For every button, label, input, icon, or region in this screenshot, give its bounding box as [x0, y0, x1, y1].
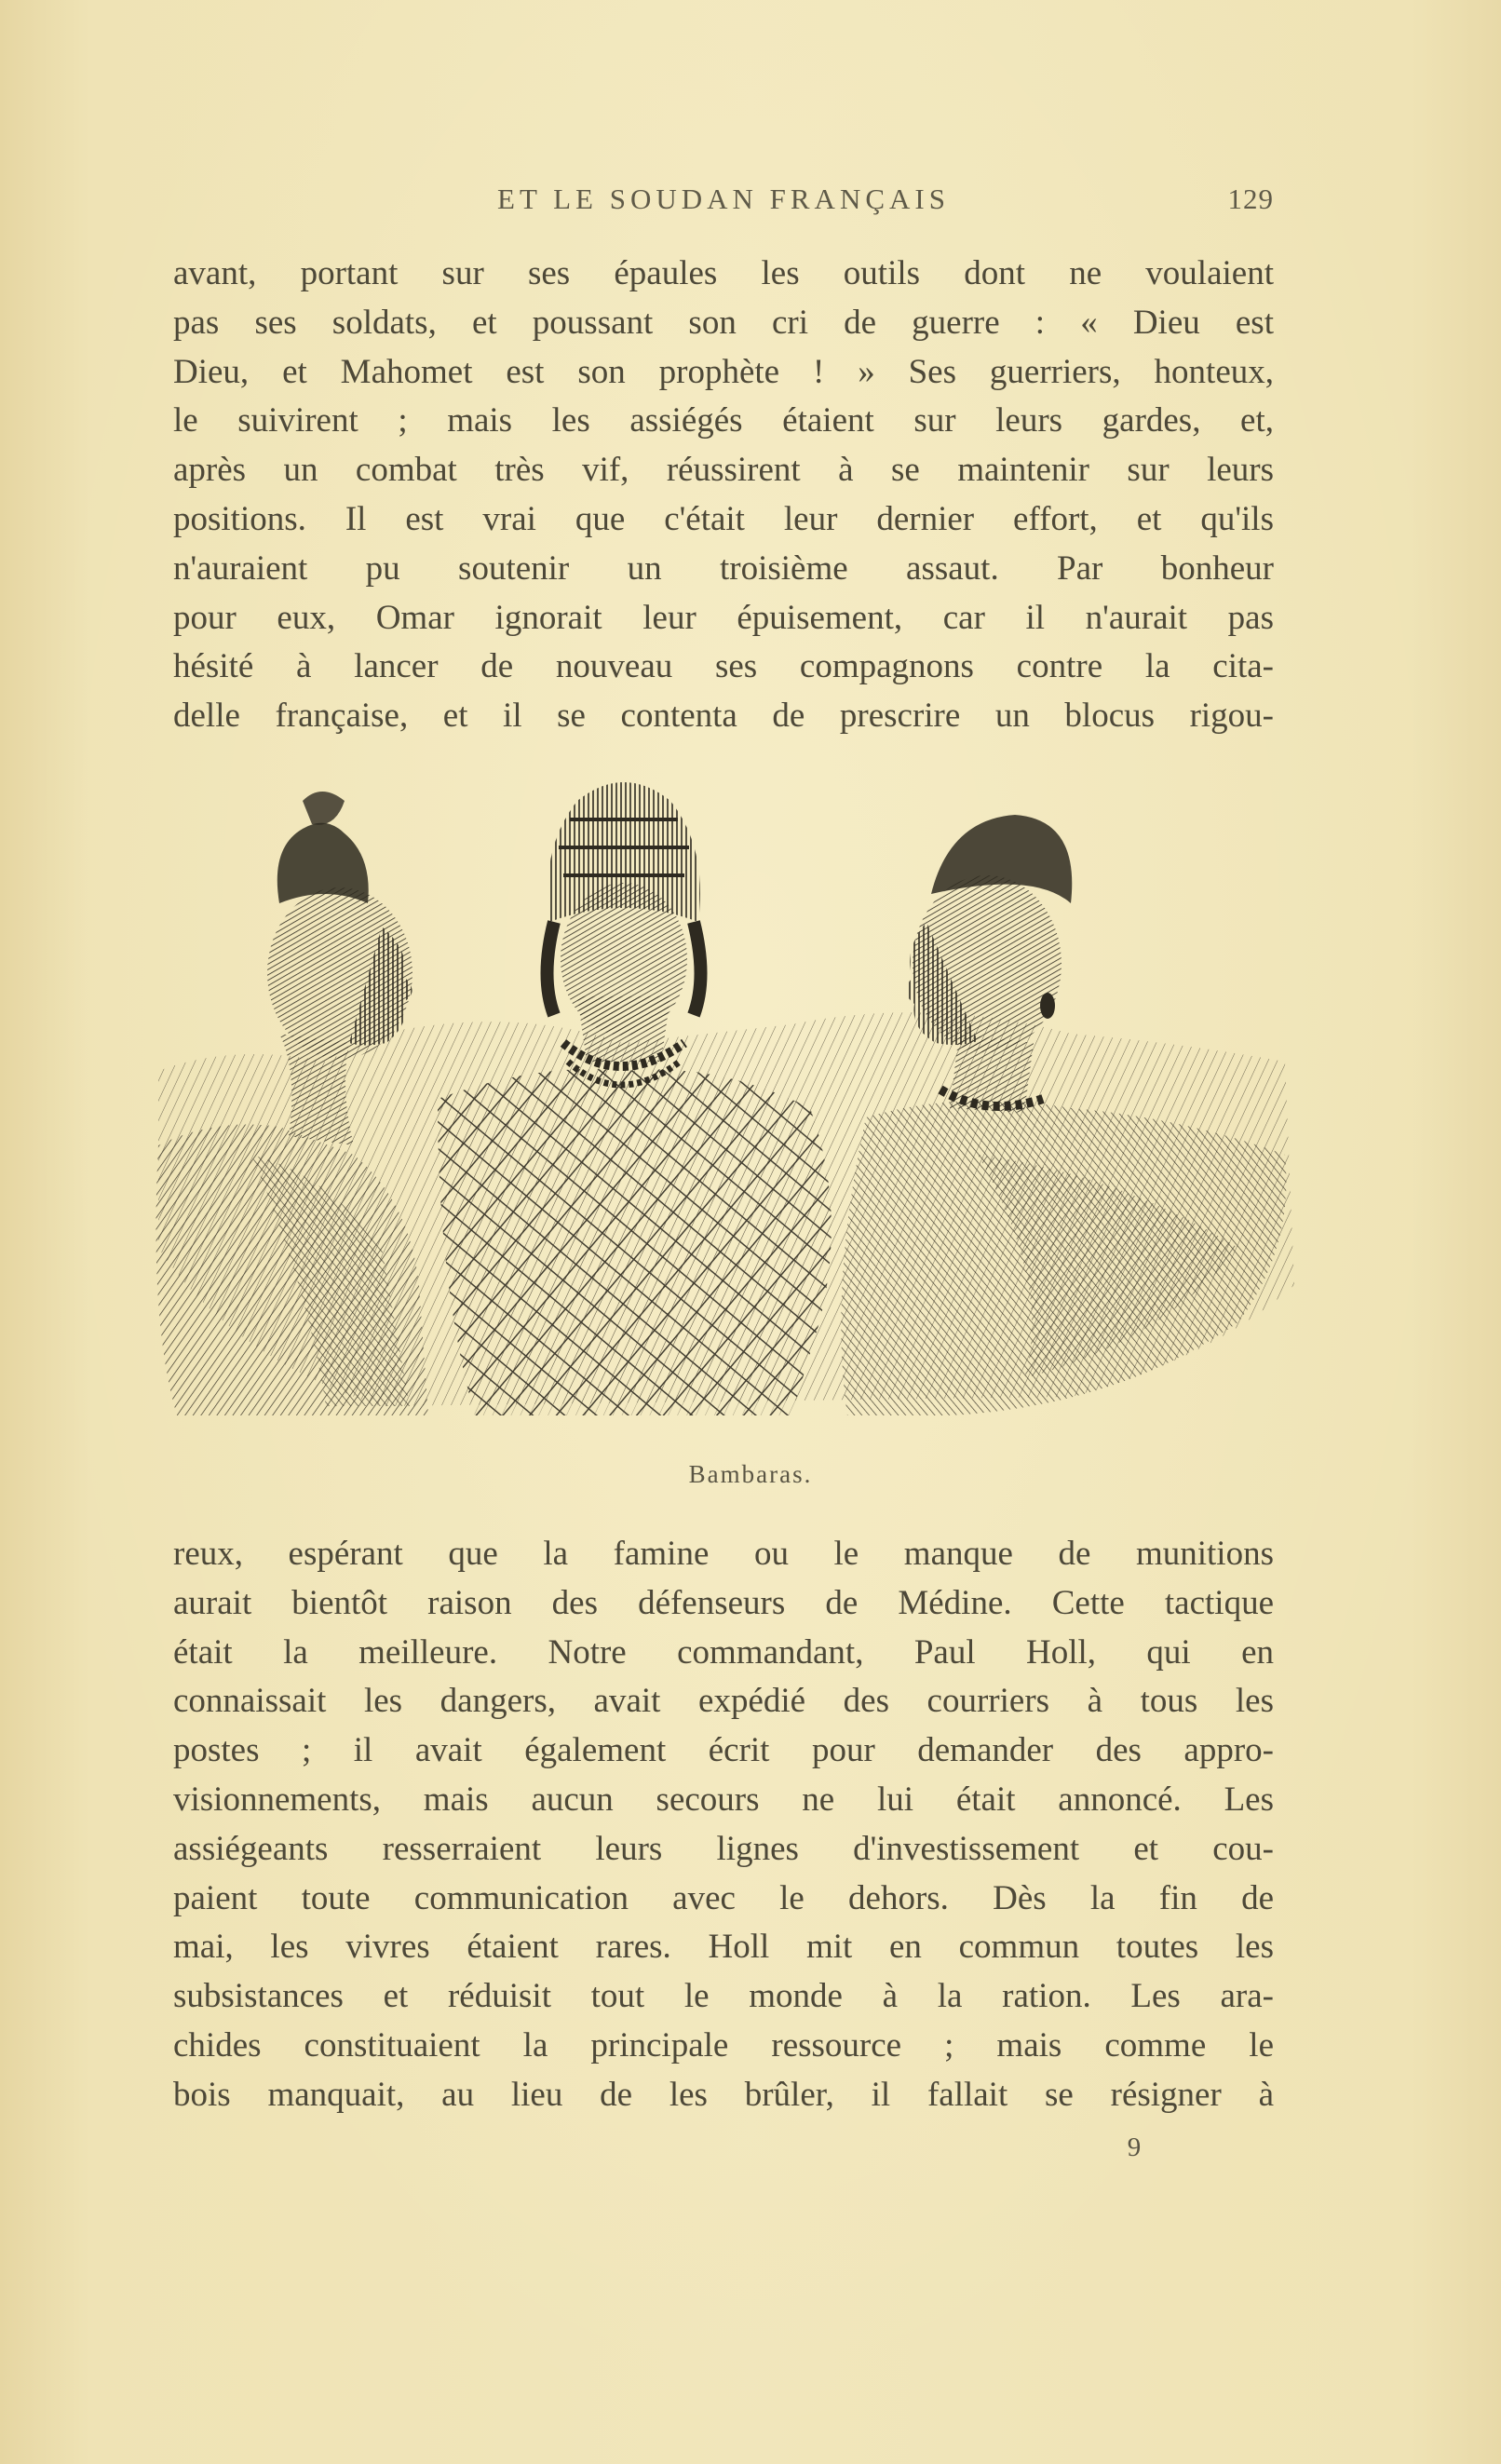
running-title: ET LE SOUDAN FRANÇAIS	[497, 183, 950, 215]
text-line: paient toute communication avec le dehors. Dès la fin de	[173, 1878, 1274, 1917]
engraving-illustration	[140, 764, 1304, 1453]
signature-mark: 9	[1127, 2132, 1142, 2162]
text-line: hésité à lancer de nouveau ses compagnons contre la cita-	[173, 647, 1274, 686]
text-line: avant, portant sur ses épaules les outils dont ne voulaient	[173, 254, 1274, 292]
figure-middle-woman	[438, 782, 832, 1415]
text-line: était la meilleure. Notre commandant, Paul Holl, qui en	[173, 1632, 1274, 1672]
figure-caption: Bambaras.	[688, 1460, 813, 1488]
text-line: le suivirent ; mais les assiégés étaient sur leurs gardes, et,	[173, 401, 1274, 440]
paragraph-before-figure	[173, 250, 1274, 741]
text-line: assiégeants resserraient leurs lignes d'investissement et cou-	[173, 1829, 1274, 1868]
text-line: postes ; il avait également écrit pour demander des appro-	[173, 1731, 1274, 1770]
text-line: delle française, et il se contenta de prescrire un blocus rigou-	[173, 697, 1274, 736]
text-line: mai, les vivres étaient rares. Holl mit en commun toutes les	[173, 1928, 1274, 1967]
text-line: positions. Il est vrai que c'était leur dernier effort, et qu'ils	[173, 499, 1274, 538]
text-line: reux, espérant que la famine ou le manque de munitions	[173, 1535, 1274, 1573]
text-line: bois manquait, au lieu de les brûler, il fallait se résigner à	[173, 2075, 1274, 2114]
text-line: n'auraient pu soutenir un troisième assaut. Par bonheur	[173, 548, 1274, 588]
text-line: après un combat très vif, réussirent à se maintenir sur leurs	[173, 451, 1274, 490]
text-line: connaissait les dangers, avait expédié des courriers à tous les	[173, 1682, 1274, 1721]
text-line: subsistances et réduisit tout le monde à la ration. Les ara-	[173, 1977, 1274, 2016]
text-line: visionnements, mais aucun secours ne lui était annoncé. Les	[173, 1780, 1274, 1819]
text-line: aurait bientôt raison des défenseurs de Médine. Cette tactique	[173, 1583, 1274, 1622]
text-line: pour eux, Omar ignorait leur épuisement, car il n'aurait pas	[173, 598, 1274, 637]
text-line: Dieu, et Mahomet est son prophète ! » Ses guerriers, honteux,	[173, 352, 1274, 391]
text-line: chides constituaient la principale ressource ; mais comme le	[173, 2025, 1274, 2065]
running-head	[173, 183, 1274, 223]
paragraph-after-figure	[173, 1530, 1274, 2120]
page-number: 129	[1227, 183, 1274, 215]
text-line: pas ses soldats, et poussant son cri de guerre : « Dieu est	[173, 303, 1274, 342]
